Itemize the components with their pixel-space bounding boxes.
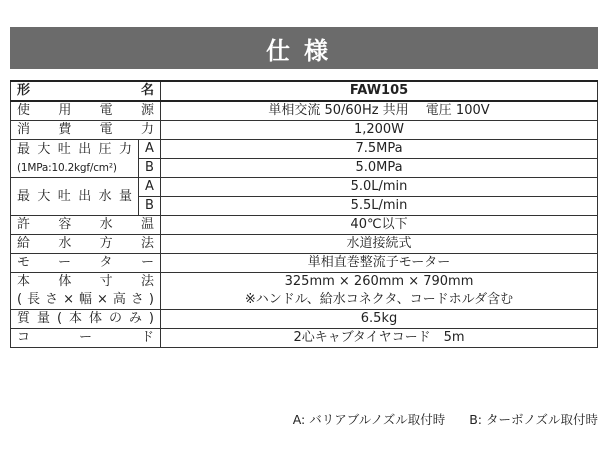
footnote-a: A: バリアブルノズル取付時	[292, 412, 446, 427]
table-row	[11, 178, 598, 197]
row-value: 2心キャブタイヤコード 5m	[161, 329, 598, 348]
table-row	[11, 273, 598, 310]
row-label	[11, 140, 139, 178]
row-value-a: 5.0L/min	[161, 178, 598, 197]
row-label	[11, 273, 161, 310]
row-value-b: 5.5L/min	[161, 197, 598, 216]
row-label: コード	[11, 329, 161, 348]
row-value: 40℃以下	[161, 216, 598, 235]
row-value-a: 7.5MPa	[161, 140, 598, 159]
row-label: モーター	[11, 254, 161, 273]
row-label-note: (1MPa:10.2kgf/cm²)	[17, 161, 117, 174]
spec-table	[10, 80, 598, 348]
row-label: 使用電源	[11, 101, 161, 121]
table-row	[11, 310, 598, 329]
spec-header-row	[11, 81, 598, 101]
spec-title-banner	[10, 27, 598, 69]
row-value	[161, 273, 598, 310]
row-sub-a: A	[139, 178, 161, 197]
table-row	[11, 140, 598, 159]
table-row	[11, 121, 598, 140]
table-row	[11, 254, 598, 273]
header-model: FAW105	[161, 81, 598, 101]
footnote	[293, 410, 598, 428]
header-label: 形名	[11, 81, 161, 101]
row-sub-b: B	[139, 159, 161, 178]
row-value-main: 325mm × 260mm × 790mm	[284, 274, 474, 289]
row-label: 最大吐出水量	[11, 178, 139, 216]
spec-title: 仕様	[266, 36, 342, 65]
row-value: 単相交流 50/60Hz 共用 電圧 100V	[161, 101, 598, 121]
table-row	[11, 216, 598, 235]
row-label: 許容水温	[11, 216, 161, 235]
row-value: 水道接続式	[161, 235, 598, 254]
row-label-sub: (長さ×幅×高さ)	[17, 292, 155, 307]
row-value: 1,200W	[161, 121, 598, 140]
row-label: 給水方法	[11, 235, 161, 254]
table-row	[11, 329, 598, 348]
row-sub-b: B	[139, 197, 161, 216]
table-row	[11, 235, 598, 254]
row-label-main: 最大吐出圧力	[17, 141, 132, 157]
row-value-note: ※ハンドル、給水コネクタ、コードホルダ含む	[244, 292, 514, 307]
row-sub-a: A	[139, 140, 161, 159]
table-row	[11, 101, 598, 121]
row-value: 6.5kg	[161, 310, 598, 329]
row-label-main: 本体寸法	[17, 274, 155, 289]
row-label: 消費電力	[11, 121, 161, 140]
row-label: 質量(本体のみ)	[11, 310, 161, 329]
row-value-b: 5.0MPa	[161, 159, 598, 178]
footnote-b: B: ターボノズル取付時	[469, 412, 598, 427]
row-value: 単相直巻整流子モーター	[161, 254, 598, 273]
